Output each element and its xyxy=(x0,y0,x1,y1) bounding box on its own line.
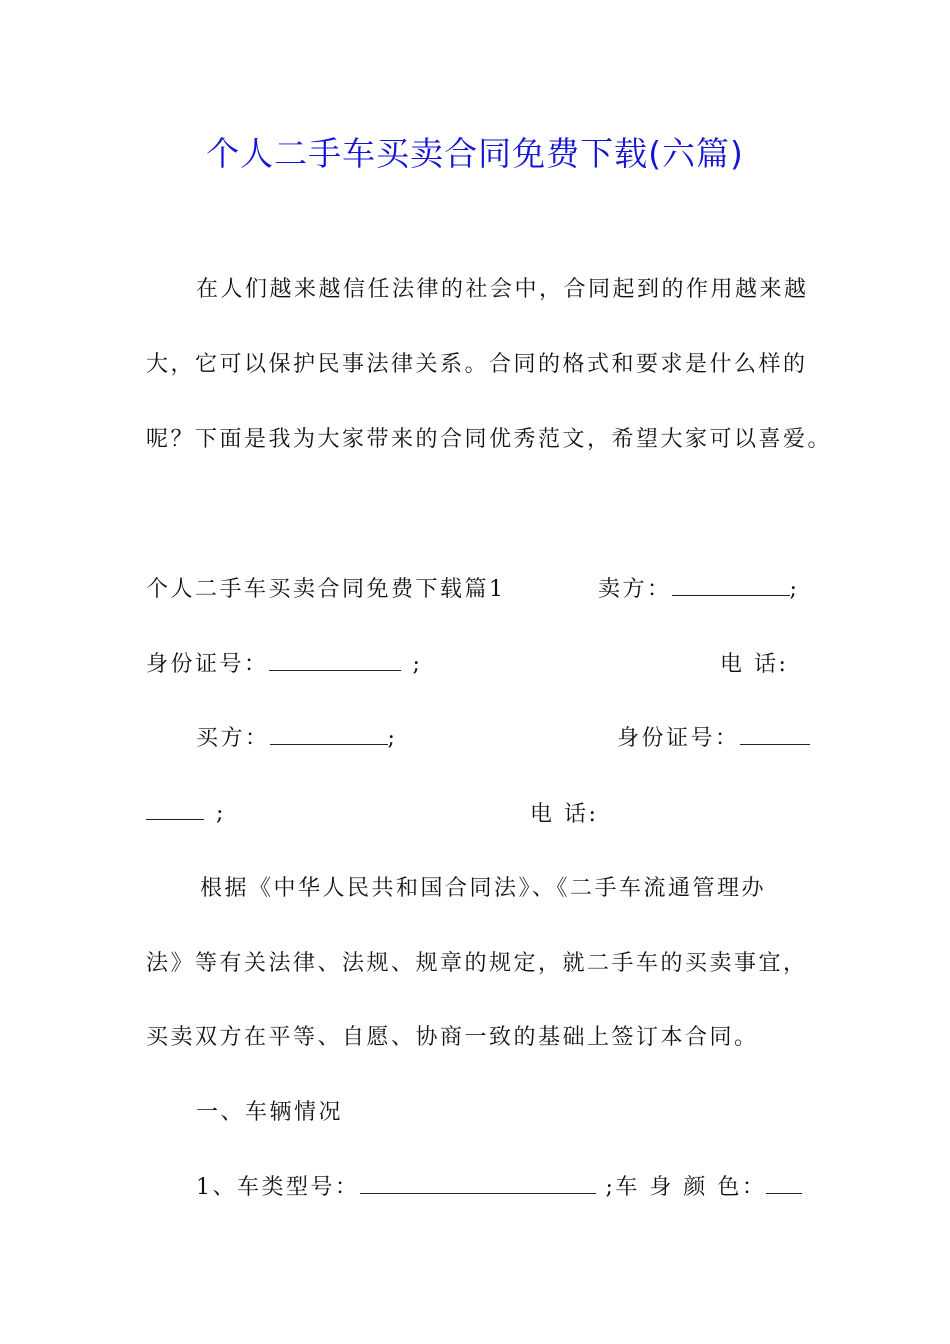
section-heading: 个人二手车买卖合同免费下载篇1 xyxy=(146,577,506,602)
buyer-blank xyxy=(270,722,388,745)
basis-line-3: 买卖双方在平等、自愿、协商一致的基础上签订本合同。 xyxy=(146,1025,759,1050)
vehicle-color-label: ;车 身 颜 色： xyxy=(605,1175,767,1200)
buyer-id-semicolon: ; xyxy=(216,801,226,826)
vehicle-color-blank xyxy=(766,1171,802,1194)
intro-line-3: 呢？下面是我为大家带来的合同优秀范文，希望大家可以喜爱。 xyxy=(146,427,833,452)
seller-phone-label: 电 话: xyxy=(720,652,789,677)
buyer-field xyxy=(196,721,397,752)
seller-blank xyxy=(672,573,790,596)
seller-id-field xyxy=(146,647,422,678)
intro-line-2: 大，它可以保护民事法律关系。合同的格式和要求是什么样的 xyxy=(146,352,808,377)
buyer-id-label: 身份证号： xyxy=(617,726,740,751)
basis-line-1: 根据《中华人民共和国合同法》、《二手车流通管理办 xyxy=(200,876,767,901)
intro-line-1: 在人们越来越信任法律的社会中，合同起到的作用越来越 xyxy=(196,277,809,302)
seller-id-label: 身份证号： xyxy=(146,652,269,677)
clause-heading-vehicle: 一、车辆情况 xyxy=(196,1100,344,1125)
seller-field xyxy=(598,572,799,603)
basis-line-2: 法》等有关法律、法规、规章的规定，就二手车的买卖事宜， xyxy=(146,951,808,976)
vehicle-model-field xyxy=(196,1170,802,1201)
seller-label: 卖方： xyxy=(598,577,672,602)
document-title: 个人二手车买卖合同免费下载(六篇) xyxy=(206,134,744,173)
buyer-label: 买方： xyxy=(196,726,270,751)
buyer-id-blank-part1 xyxy=(740,722,810,745)
seller-id-semicolon: ; xyxy=(412,652,423,677)
seller-id-blank xyxy=(269,648,401,671)
seller-semicolon: ; xyxy=(789,577,800,602)
buyer-id-blank-part2 xyxy=(146,797,204,820)
vehicle-model-blank xyxy=(360,1171,596,1194)
buyer-id-continued xyxy=(146,797,226,826)
buyer-id-field xyxy=(617,721,810,752)
buyer-semicolon: ; xyxy=(387,726,398,751)
vehicle-model-label: 1、车类型号： xyxy=(196,1175,360,1200)
buyer-phone-label: 电 话: xyxy=(530,802,599,827)
